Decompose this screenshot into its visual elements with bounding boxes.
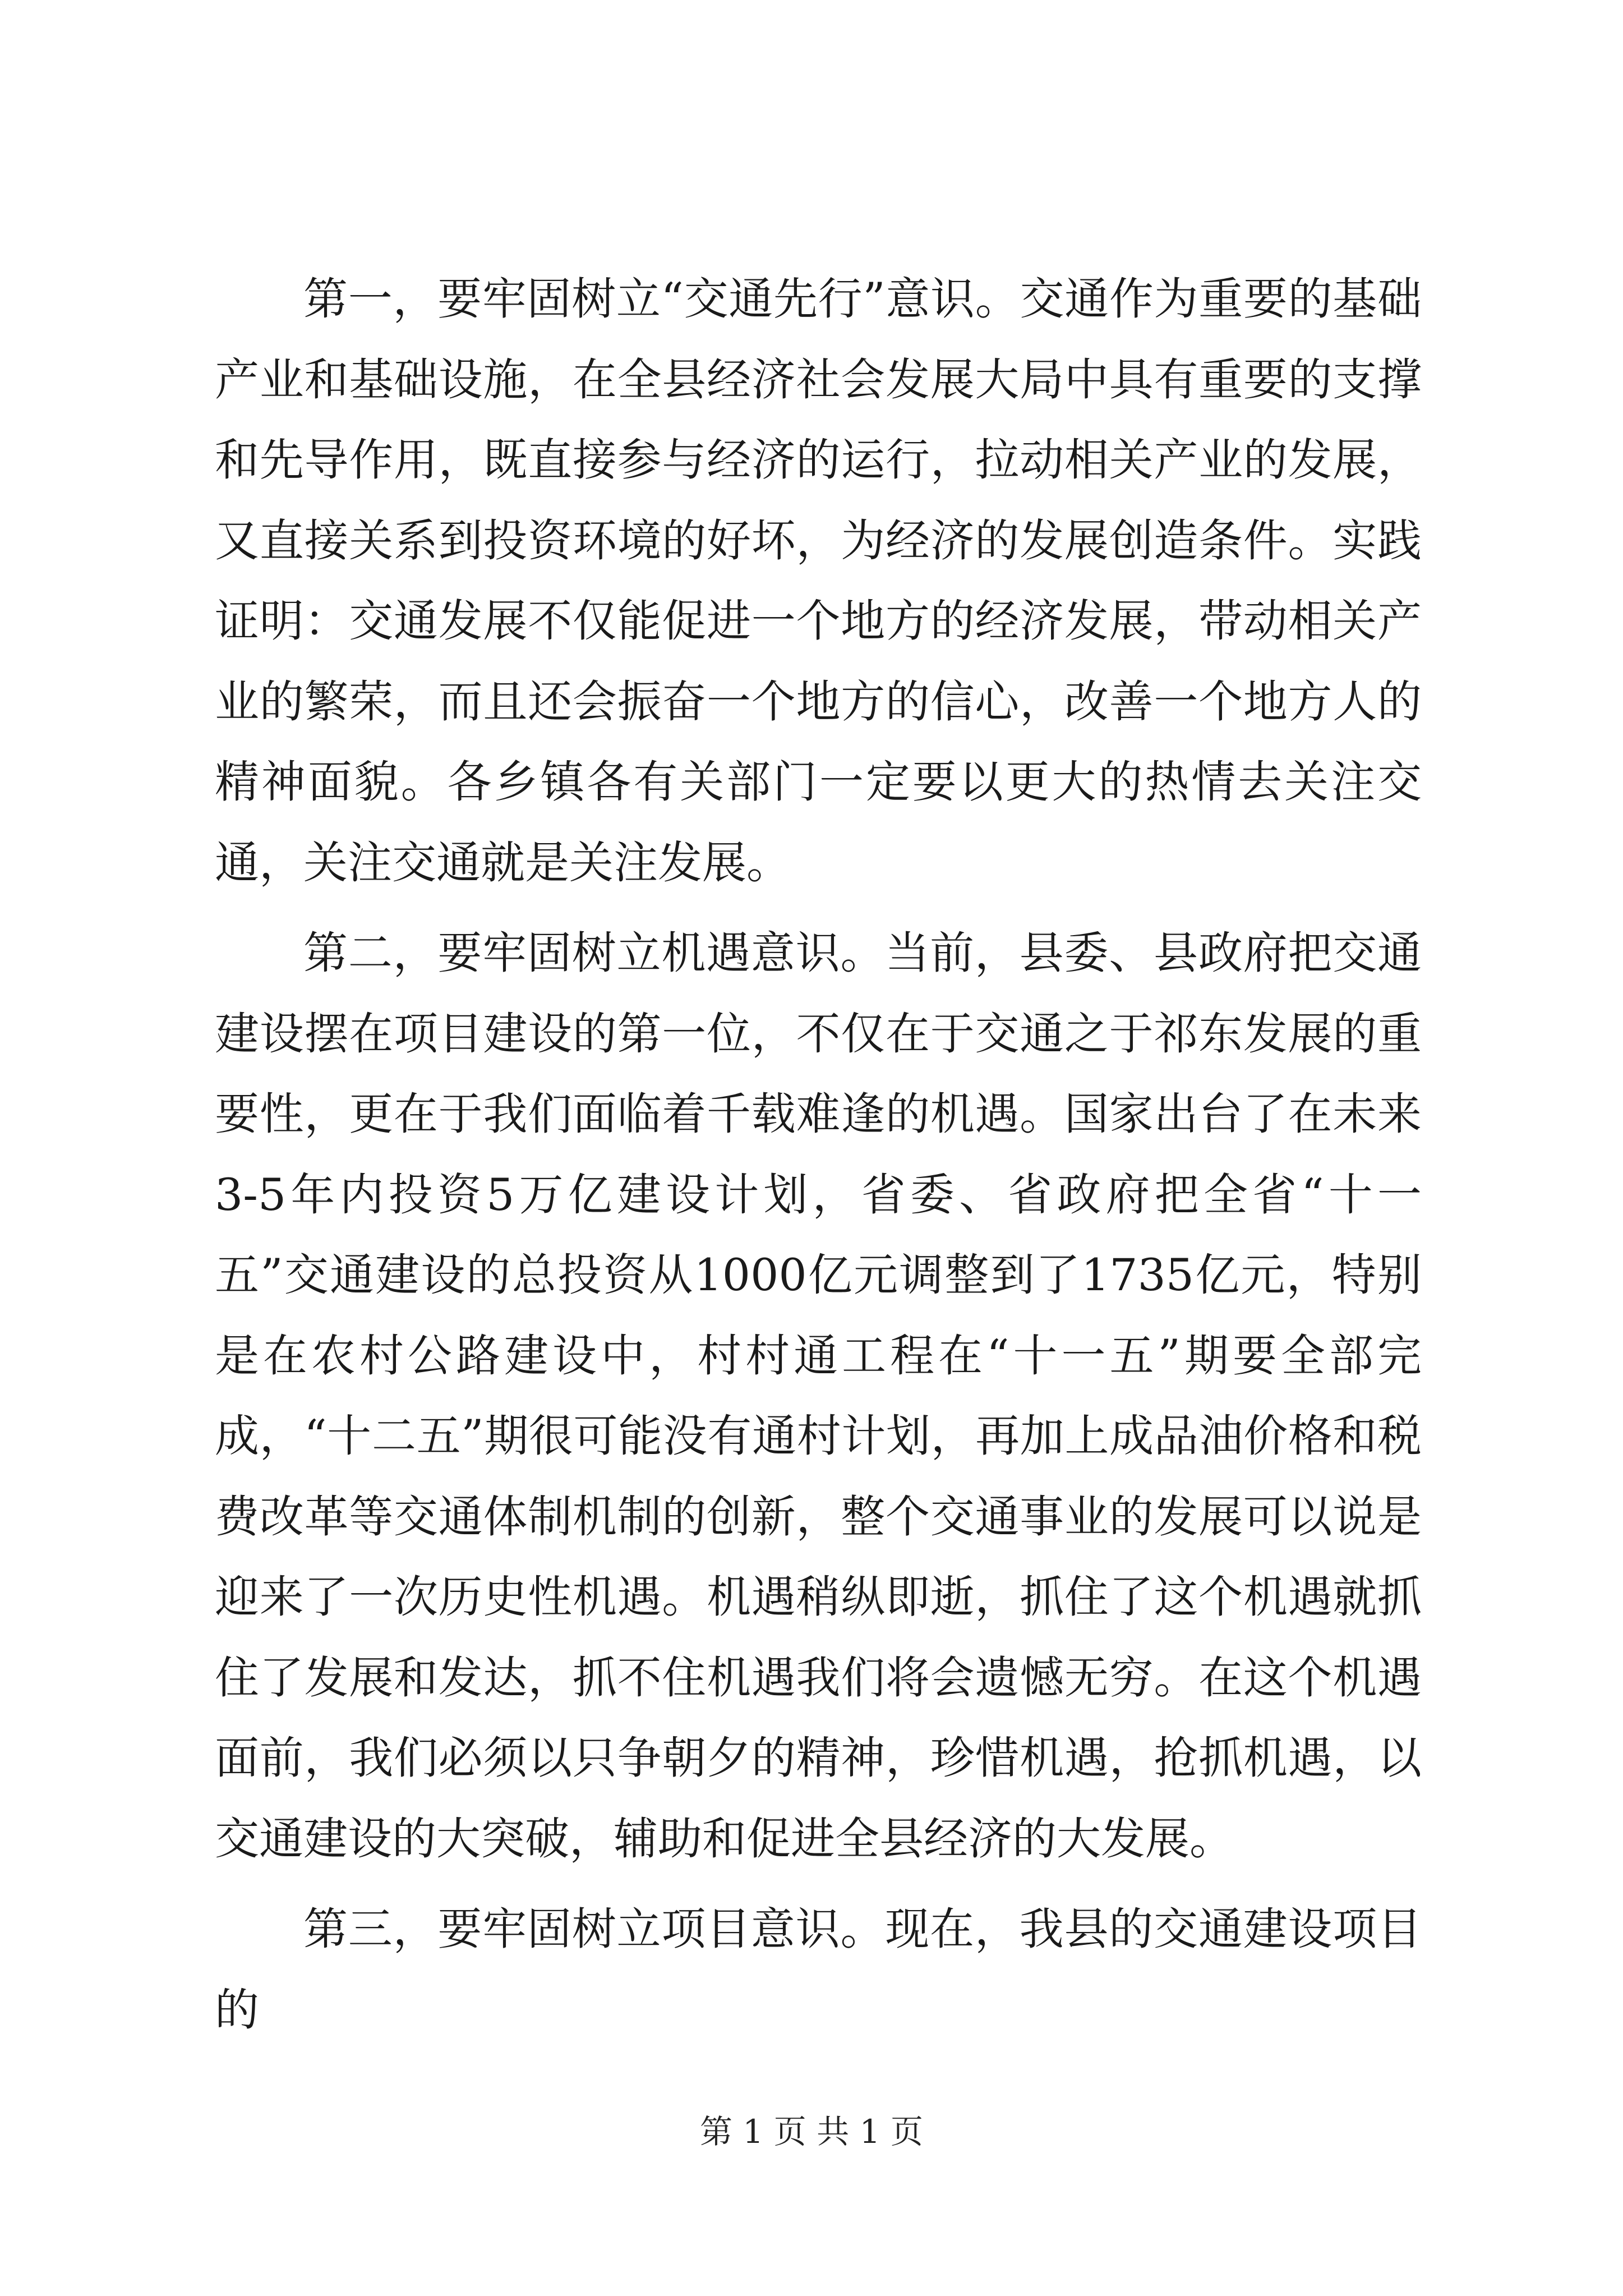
paragraph-1: 第一，要牢固树立“交通先行”意识。交通作为重要的基础产业和基础设施，在全县经济社会发展大局中具有重要的支撑和先导作用，既直接参与经济的运行，拉动相关产业的发展，又直接关系到投资环境的好坏，为经济的发展创造条件。实践证明：交通发展不仅能促进一个地方的经济发展，带动相关产业的繁荣，而且还会振奋一个地方的信心，改善一个地方人的精神面貌。各乡镇各有关部门一定要以更大的热情去关注交通，关注交通就是关注发展。 bbox=[215, 273, 1422, 889]
paragraph-3: 第三，要牢固树立项目意识。现在，我县的交通建设项目的 bbox=[215, 1903, 1422, 2036]
document-body bbox=[215, 259, 1422, 2050]
page-number-footer: 第 1 页 共 1 页 bbox=[700, 2113, 923, 2151]
paragraph-2: 第二，要牢固树立机遇意识。当前，县委、县政府把交通建设摆在项目建设的第一位，不仅在于交通之于祁东发展的重要性，更在于我们面临着千载难逢的机遇。国家出台了在未来3-5年内投资5万亿建设计划，省委、省政府把全省“十一五”交通建设的总投资从1000亿元调整到了1735亿元，特别是在农村公路建设中，村村通工程在“十一五”期要全部完成，“十二五”期很可能没有通村计划，再加上成品油价格和税费改革等交通体制机制的创新，整个交通事业的发展可以说是迎来了一次历史性机遇。机遇稍纵即逝，抓住了这个机遇就抓住了发展和发达，抓不住机遇我们将会遗憾无穷。在这个机遇面前，我们必须以只争朝夕的精神，珍惜机遇，抢抓机遇，以交通建设的大突破，辅助和促进全县经济的大发展。 bbox=[215, 927, 1422, 1865]
